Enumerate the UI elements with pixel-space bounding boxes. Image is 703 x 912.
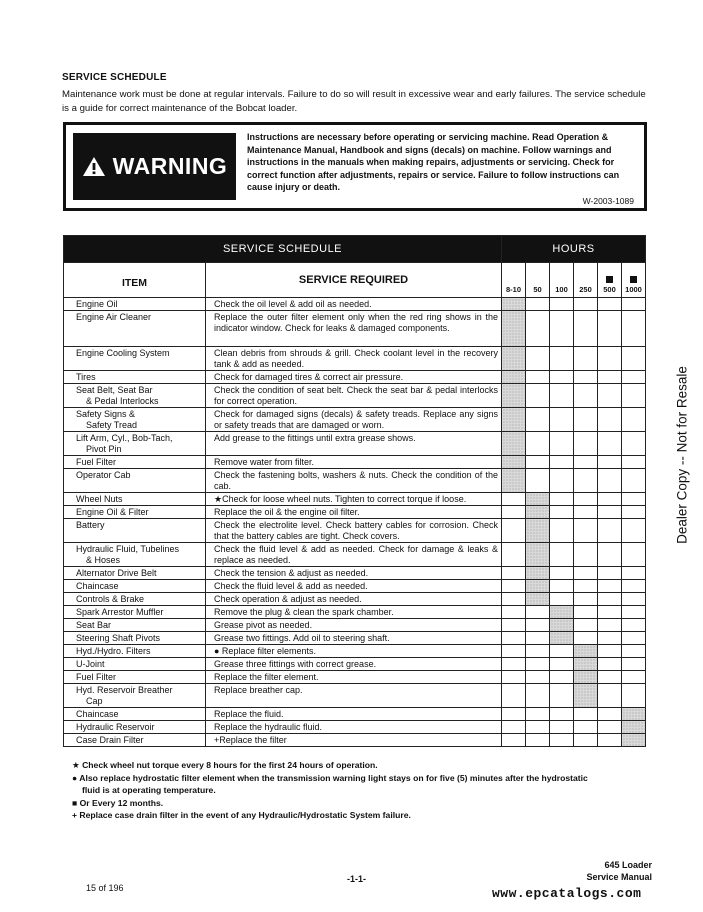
interval-cell <box>526 684 550 708</box>
item-text: Fuel Filter <box>76 672 117 682</box>
interval-cell <box>502 606 526 619</box>
item-text: U-Joint <box>76 659 105 669</box>
item-text: Seat Bar <box>76 620 112 630</box>
item-text-cont: Safety Tread <box>86 420 138 430</box>
note-star: ★ Check wheel nut torque every 8 hours for the first 24 hours of operation. <box>72 760 378 770</box>
interval-cell <box>550 493 574 506</box>
service-cell: ★Check for loose wheel nuts. Tighten to correct torque if loose. <box>206 493 502 506</box>
interval-cell <box>622 456 646 469</box>
item-cell <box>64 506 206 519</box>
item-text: Engine Oil & Filter <box>76 507 149 517</box>
item-cell <box>64 311 206 347</box>
item-text: Engine Oil <box>76 299 118 309</box>
interval-cell <box>550 593 574 606</box>
warning-triangle-icon <box>82 156 106 177</box>
item-text: Operator Cab <box>76 470 131 480</box>
table-row <box>64 632 646 645</box>
interval-cell <box>574 432 598 456</box>
table-row <box>64 619 646 632</box>
item-text: Engine Cooling System <box>76 348 170 358</box>
source-url: www.epcatalogs.com <box>492 886 642 901</box>
interval-cell <box>502 493 526 506</box>
interval-cell <box>598 456 622 469</box>
service-cell: Replace the hydraulic fluid. <box>206 721 502 734</box>
interval-cell-active <box>550 619 574 632</box>
hours-title: HOURS <box>502 236 646 263</box>
interval-cell <box>622 432 646 456</box>
interval-cell <box>502 632 526 645</box>
interval-cell-active <box>526 493 550 506</box>
interval-cell-active <box>622 734 646 747</box>
item-cell <box>64 671 206 684</box>
interval-cell <box>526 432 550 456</box>
item-cell <box>64 632 206 645</box>
interval-cell <box>574 506 598 519</box>
table-row <box>64 606 646 619</box>
schedule-body <box>64 298 646 747</box>
page-count: 15 of 196 <box>86 883 124 893</box>
interval-cell <box>598 347 622 371</box>
interval-cell <box>526 456 550 469</box>
table-row <box>64 734 646 747</box>
interval-cell <box>622 506 646 519</box>
item-cell <box>64 469 206 493</box>
service-cell: Add grease to the fittings until extra grease shows. <box>206 432 502 456</box>
item-text: Hydraulic Reservoir <box>76 722 155 732</box>
table-row <box>64 519 646 543</box>
service-cell: Grease two fittings. Add oil to steering shaft. <box>206 632 502 645</box>
interval-cell <box>502 645 526 658</box>
table-row <box>64 658 646 671</box>
interval-cell <box>550 469 574 493</box>
item-text: Seat Belt, Seat Bar <box>76 385 153 395</box>
interval-cell-active <box>622 721 646 734</box>
item-cell <box>64 721 206 734</box>
interval-cell <box>574 371 598 384</box>
interval-cell <box>502 519 526 543</box>
interval-cell <box>574 408 598 432</box>
item-cell <box>64 347 206 371</box>
table-row <box>64 580 646 593</box>
interval-cell <box>622 632 646 645</box>
service-cell: Check operation & adjust as needed. <box>206 593 502 606</box>
section-heading: SERVICE SCHEDULE <box>62 72 167 83</box>
interval-cell-active <box>502 298 526 311</box>
interval-cell <box>622 347 646 371</box>
table-row <box>64 506 646 519</box>
warning-text: Instructions are necessary before operating or servicing machine. Read Operation & Maintenance Manual, Handbook and signs (decals) on machine. Follow warnings and instructions in the manuals when making repairs, adjustments or servicing. Check for correct function after adjustments, repairs or service. Failure to follow instructions can cause injury or death. <box>247 132 620 193</box>
item-cell <box>64 567 206 580</box>
interval-cell <box>598 645 622 658</box>
interval-cell <box>574 708 598 721</box>
interval-cell <box>526 645 550 658</box>
interval-cell <box>550 567 574 580</box>
interval-cell <box>598 506 622 519</box>
interval-cell <box>550 311 574 347</box>
service-cell: Replace the filter element. <box>206 671 502 684</box>
item-cell <box>64 645 206 658</box>
interval-cell <box>502 567 526 580</box>
interval-cell <box>550 684 574 708</box>
interval-cell <box>574 721 598 734</box>
interval-cell-active <box>502 456 526 469</box>
interval-cell <box>574 519 598 543</box>
service-cell: +Replace the filter <box>206 734 502 747</box>
interval-cell <box>598 580 622 593</box>
item-text: Spark Arrestor Muffler <box>76 607 164 617</box>
interval-cell-active <box>526 543 550 567</box>
service-cell: Check the fastening bolts, washers & nuts. Check the condition of the cab. <box>206 469 502 493</box>
item-cell <box>64 298 206 311</box>
service-cell: ● Replace filter elements. <box>206 645 502 658</box>
interval-cell <box>598 734 622 747</box>
item-text: Controls & Brake <box>76 594 145 604</box>
footnotes <box>72 759 672 822</box>
interval-cell <box>526 708 550 721</box>
interval-cell-active <box>502 371 526 384</box>
interval-cell <box>622 684 646 708</box>
item-cell <box>64 408 206 432</box>
table-row <box>64 298 646 311</box>
table-row <box>64 456 646 469</box>
interval-cell <box>526 606 550 619</box>
item-text-cont: & Pedal Interlocks <box>86 396 159 406</box>
interval-cell-active <box>574 658 598 671</box>
table-row <box>64 708 646 721</box>
item-text: Fuel Filter <box>76 457 117 467</box>
interval-cell <box>574 493 598 506</box>
interval-cell <box>574 543 598 567</box>
item-text-cont: & Hoses <box>86 555 121 565</box>
interval-cell <box>526 347 550 371</box>
table-row <box>64 684 646 708</box>
interval-cell <box>550 432 574 456</box>
item-cell <box>64 593 206 606</box>
interval-cell <box>502 593 526 606</box>
note-square: ■ Or Every 12 months. <box>72 797 164 808</box>
table-row <box>64 347 646 371</box>
hour-header: 250 <box>574 263 598 298</box>
interval-cell <box>550 580 574 593</box>
interval-cell <box>622 408 646 432</box>
side-watermark: Dealer Copy -- Not for Resale <box>674 366 690 544</box>
interval-cell <box>598 567 622 580</box>
item-text: Hyd. Reservoir Breather <box>76 685 173 695</box>
service-cell: Check the oil level & add oil as needed. <box>206 298 502 311</box>
table-row <box>64 567 646 580</box>
item-header: ITEM <box>64 263 206 298</box>
interval-cell <box>526 671 550 684</box>
interval-cell <box>622 469 646 493</box>
warning-box <box>63 122 647 211</box>
item-text: Engine Air Cleaner <box>76 312 152 322</box>
interval-cell <box>598 493 622 506</box>
service-header: SERVICE REQUIRED <box>206 263 502 298</box>
interval-cell <box>622 384 646 408</box>
note-dot-cont: fluid is at operating temperature. <box>82 785 216 796</box>
table-row <box>64 408 646 432</box>
table-row <box>64 311 646 347</box>
item-cell <box>64 371 206 384</box>
interval-cell <box>502 708 526 721</box>
interval-cell <box>550 543 574 567</box>
warning-label <box>73 133 236 200</box>
interval-cell <box>502 658 526 671</box>
item-text: Case Drain Filter <box>76 735 144 745</box>
interval-cell <box>526 311 550 347</box>
interval-cell <box>622 671 646 684</box>
interval-cell <box>574 619 598 632</box>
hour-header: 1000 <box>622 263 646 298</box>
interval-cell <box>574 384 598 408</box>
table-title: SERVICE SCHEDULE <box>64 236 502 263</box>
hour-header: 8-10 <box>502 263 526 298</box>
interval-cell <box>550 408 574 432</box>
item-cell <box>64 619 206 632</box>
item-text: Battery <box>76 520 105 530</box>
interval-cell <box>622 371 646 384</box>
service-cell: Replace the outer filter element only when the red ring shows in the indicator window. Check for leaks & damaged components. <box>206 311 502 347</box>
item-cell <box>64 519 206 543</box>
interval-cell <box>502 619 526 632</box>
table-row <box>64 543 646 567</box>
item-cell <box>64 432 206 456</box>
interval-cell-active <box>550 632 574 645</box>
interval-cell <box>598 371 622 384</box>
model-name: 645 Loader <box>604 860 652 870</box>
interval-cell <box>598 708 622 721</box>
table-row <box>64 721 646 734</box>
page-number: -1-1- <box>347 874 367 884</box>
interval-cell-active <box>502 384 526 408</box>
interval-cell <box>598 519 622 543</box>
interval-cell <box>598 632 622 645</box>
item-cell <box>64 684 206 708</box>
item-text: Hyd./Hydro. Filters <box>76 646 151 656</box>
interval-cell <box>550 506 574 519</box>
service-cell: Check the fluid level & add as needed. Check for damage & leaks & replace as needed. <box>206 543 502 567</box>
interval-cell <box>598 671 622 684</box>
interval-cell-active <box>526 567 550 580</box>
table-row <box>64 469 646 493</box>
interval-cell <box>622 606 646 619</box>
item-text: Alternator Drive Belt <box>76 568 157 578</box>
service-cell: Grease three fittings with correct grease. <box>206 658 502 671</box>
interval-cell <box>502 543 526 567</box>
interval-cell <box>622 580 646 593</box>
hour-header: 100 <box>550 263 574 298</box>
item-text-cont: Cap <box>86 696 103 706</box>
interval-cell-active <box>574 645 598 658</box>
item-text: Wheel Nuts <box>76 494 123 504</box>
interval-cell <box>622 658 646 671</box>
service-cell: Check for damaged signs (decals) & safety treads. Replace any signs or safety treads that are damaged or worn. <box>206 408 502 432</box>
interval-cell <box>574 567 598 580</box>
service-cell: Replace the fluid. <box>206 708 502 721</box>
interval-cell <box>526 658 550 671</box>
item-cell <box>64 493 206 506</box>
interval-cell <box>550 298 574 311</box>
interval-cell <box>598 432 622 456</box>
interval-cell <box>502 684 526 708</box>
item-cell <box>64 580 206 593</box>
interval-cell <box>598 658 622 671</box>
table-row <box>64 384 646 408</box>
item-cell <box>64 606 206 619</box>
interval-cell-active <box>526 519 550 543</box>
interval-cell <box>550 645 574 658</box>
interval-cell <box>550 708 574 721</box>
interval-cell <box>622 567 646 580</box>
table-row <box>64 671 646 684</box>
manual-name: Service Manual <box>586 872 652 882</box>
interval-cell <box>550 734 574 747</box>
table-row <box>64 371 646 384</box>
interval-cell <box>502 671 526 684</box>
interval-cell <box>574 632 598 645</box>
service-cell: Clean debris from shrouds & grill. Check coolant level in the recovery tank & add as needed. <box>206 347 502 371</box>
interval-cell <box>598 384 622 408</box>
interval-cell <box>550 347 574 371</box>
interval-cell <box>550 519 574 543</box>
interval-cell <box>526 734 550 747</box>
note-plus: + Replace case drain filter in the event of any Hydraulic/Hydrostatic System failure. <box>72 810 411 821</box>
hour-header: 50 <box>526 263 550 298</box>
interval-cell <box>526 408 550 432</box>
service-schedule-table <box>63 235 646 747</box>
interval-cell-active <box>502 432 526 456</box>
interval-cell <box>622 619 646 632</box>
interval-cell <box>526 371 550 384</box>
interval-cell <box>550 671 574 684</box>
interval-cell <box>526 298 550 311</box>
interval-cell <box>574 469 598 493</box>
table-row <box>64 493 646 506</box>
item-text: Lift Arm, Cyl., Bob-Tach, <box>76 433 173 443</box>
item-text: Safety Signs & <box>76 409 136 419</box>
interval-cell <box>526 632 550 645</box>
service-cell: Check the tension & adjust as needed. <box>206 567 502 580</box>
interval-cell <box>574 593 598 606</box>
interval-cell-active <box>502 347 526 371</box>
item-cell <box>64 708 206 721</box>
interval-cell <box>622 645 646 658</box>
table-row <box>64 645 646 658</box>
square-icon <box>630 276 637 283</box>
warning-word: WARNING <box>112 153 228 179</box>
item-cell <box>64 456 206 469</box>
service-cell: Check for damaged tires & correct air pressure. <box>206 371 502 384</box>
service-cell: Remove the plug & clean the spark chamber. <box>206 606 502 619</box>
interval-cell <box>526 619 550 632</box>
interval-cell <box>622 593 646 606</box>
square-icon <box>606 276 613 283</box>
service-cell: Check the electrolite level. Check battery cables for corrosion. Check that the battery cables are tight. Check covers. <box>206 519 502 543</box>
interval-cell <box>598 408 622 432</box>
service-cell: Check the condition of seat belt. Check the seat bar & pedal interlocks for correct operation. <box>206 384 502 408</box>
interval-cell-active <box>526 580 550 593</box>
item-cell <box>64 734 206 747</box>
service-cell: Check the fluid level & add as needed. <box>206 580 502 593</box>
item-cell <box>64 658 206 671</box>
interval-cell <box>502 721 526 734</box>
service-cell: Replace breather cap. <box>206 684 502 708</box>
interval-cell-active <box>574 684 598 708</box>
interval-cell <box>574 298 598 311</box>
interval-cell-active <box>502 469 526 493</box>
interval-cell <box>622 519 646 543</box>
interval-cell <box>550 658 574 671</box>
interval-cell <box>598 543 622 567</box>
table-row <box>64 593 646 606</box>
item-text-cont: Pivot Pin <box>86 444 122 454</box>
interval-cell <box>526 384 550 408</box>
interval-cell <box>598 298 622 311</box>
note-dot: ● Also replace hydrostatic filter element when the transmission warning light stays on for five (5) minutes after the hydrostatic <box>72 772 588 783</box>
service-cell: Grease pivot as needed. <box>206 619 502 632</box>
item-text: Tires <box>76 372 96 382</box>
interval-cell <box>598 721 622 734</box>
item-text: Chaincase <box>76 709 119 719</box>
service-cell: Replace the oil & the engine oil filter. <box>206 506 502 519</box>
interval-cell <box>526 721 550 734</box>
item-text: Hydraulic Fluid, Tubelines <box>76 544 180 554</box>
interval-cell-active <box>574 671 598 684</box>
interval-cell <box>598 593 622 606</box>
interval-cell-active <box>502 311 526 347</box>
interval-cell <box>550 721 574 734</box>
interval-cell <box>598 469 622 493</box>
interval-cell-active <box>550 606 574 619</box>
interval-cell <box>622 543 646 567</box>
item-cell <box>64 543 206 567</box>
interval-cell <box>622 298 646 311</box>
service-cell: Remove water from filter. <box>206 456 502 469</box>
interval-cell <box>574 734 598 747</box>
interval-cell <box>598 619 622 632</box>
interval-cell <box>574 456 598 469</box>
item-cell <box>64 384 206 408</box>
interval-cell <box>598 684 622 708</box>
item-text: Chaincase <box>76 581 119 591</box>
interval-cell <box>598 311 622 347</box>
warning-code: W-2003-1089 <box>582 196 634 206</box>
interval-cell <box>502 580 526 593</box>
hour-header: 500 <box>598 263 622 298</box>
interval-cell <box>574 606 598 619</box>
interval-cell <box>574 580 598 593</box>
intro-paragraph: Maintenance work must be done at regular intervals. Failure to do so will result in excessive wear and early failures. The service schedule is a guide for correct maintenance of the Bobcat loader. <box>62 89 646 114</box>
interval-cell <box>526 469 550 493</box>
interval-cell <box>550 456 574 469</box>
interval-cell-active <box>502 408 526 432</box>
interval-cell-active <box>622 708 646 721</box>
interval-cell <box>550 384 574 408</box>
item-text: Steering Shaft Pivots <box>76 633 161 643</box>
interval-cell <box>502 506 526 519</box>
interval-cell <box>622 493 646 506</box>
interval-cell <box>574 347 598 371</box>
interval-cell <box>502 734 526 747</box>
interval-cell <box>574 311 598 347</box>
interval-cell <box>550 371 574 384</box>
interval-cell-active <box>526 593 550 606</box>
interval-cell-active <box>526 506 550 519</box>
interval-cell <box>598 606 622 619</box>
interval-cell <box>622 311 646 347</box>
table-row <box>64 432 646 456</box>
